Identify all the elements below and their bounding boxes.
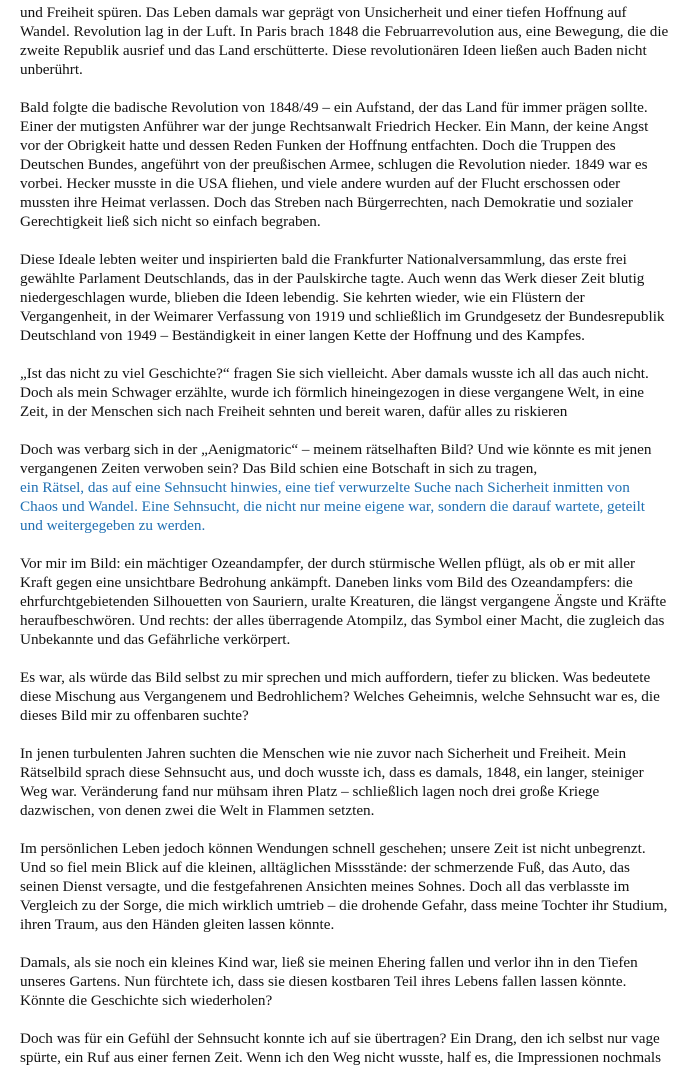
- paragraph-6: Vor mir im Bild: ein mächtiger Ozeandampfer, der durch stürmische Wellen pflügt, als ob er mit aller Kraft gegen eine unsichtbare Bedrohung ankämpft. Daneben links vom Bild des Ozeandampfers: die ehrfurchtgebietenden Silhouetten von Sauriern, uralte Kreaturen, die längst vergangene Ängste und Kräfte heraufbeschwören. Und rechts: der alles überragende Atompilz, das Symbol einer Macht, die zugleich das Unbekannte und das Gefährliche verkörpert.: [20, 555, 667, 648]
- paragraph-8: In jenen turbulenten Jahren suchten die Menschen wie nie zuvor nach Sicherheit und Freiheit. Mein Rätselbild sprach diese Sehnsucht aus, und doch wusste ich, dass es damals, 1848, ein langer, steiniger Weg war. Veränderung fand nur mühsam ihren Platz – schließlich lagen noch drei große Kriege dazwischen, von denen zwei die Welt in Flammen setzten.: [20, 745, 644, 819]
- highlighted-passage: ein Rätsel, das auf eine Sehnsucht hinwies, eine tief verwurzelte Suche nach Sicherheit inmitten von Chaos und Wandel. Eine Sehnsucht, die nicht nur meine eigene war, sondern die darauf wartete, geteilt und weitergegeben zu werden.: [20, 479, 646, 534]
- paragraph-4: „Ist das nicht zu viel Geschichte?“ fragen Sie sich vielleicht. Aber damals wusste ich all das auch nicht. Doch als mein Schwager erzählte, wurde ich förmlich hineingezogen in diese vergangene Welt, in eine Zeit, in der Menschen sich nach Freiheit sehnten und bereit waren, dafür alles zu riskieren: [20, 365, 649, 420]
- paragraph-5-text: Doch was verbarg sich in der „Aenigmatoric“ – meinem rätselhaften Bild? Und wie könnte es mit jenen vergangenen Zeiten verwoben sein? Das Bild schien eine Botschaft in sich zu tragen,: [20, 441, 652, 477]
- paragraph-10: Damals, als sie noch ein kleines Kind war, ließ sie meinen Ehering fallen und verlor ihn in den Tiefen unseres Gartens. Nun fürchtete ich, dass sie diesen kostbaren Teil ihres Lebens fallen lassen könnte. Könnte die Geschichte sich wiederholen?: [20, 954, 638, 1009]
- paragraph-7: Es war, als würde das Bild selbst zu mir sprechen und mich auffordern, tiefer zu blicken. Was bedeutete diese Mischung aus Vergangenem und Bedrohlichem? Welches Geheimnis, welche Sehnsucht war es, die dieses Bild mir zu offenbaren suchte?: [20, 669, 660, 724]
- paragraph-2: Bald folgte die badische Revolution von 1848/49 – ein Aufstand, der das Land für immer prägen sollte. Einer der mutigsten Anführer war der junge Rechtsanwalt Friedrich Hecker. Ein Mann, der keine Angst vor der Obrigkeit hatte und dessen Reden Funken der Hoffnung entfachten. Doch die Truppen des Deutschen Bundes, angeführt von der preußischen Armee, schlugen die Revolution nieder. 1849 war es vorbei. Hecker musste in die USA fliehen, und viele andere wurden auf der Flucht erschossen oder mussten ihre Heimat verlassen. Doch das Streben nach Bürgerrechten, nach Demokratie und sozialer Gerechtigkeit ließ sich nicht so einfach begraben.: [20, 99, 649, 230]
- paragraph-5: [20, 440, 669, 535]
- paragraph-11: Doch was für ein Gefühl der Sehnsucht konnte ich auf sie übertragen? Ein Drang, den ich selbst nur vage spürte, ein Ruf aus einer fernen Zeit. Wenn ich den Weg nicht wusste, half es, die Impressionen nochmals: [20, 1030, 662, 1066]
- paragraph-3: Diese Ideale lebten weiter und inspirierten bald die Frankfurter Nationalversammlung, das erste frei gewählte Parlament Deutschlands, das in der Paulskirche tagte. Auch wenn das Werk dieser Zeit blutig niedergeschlagen wurde, blieben die Ideen lebendig. Sie kehrten wieder, wie ein Flüstern der Vergangenheit, in der Weimarer Verfassung von 1919 und schließlich im Grundgesetz der Bundesrepublik Deutschland von 1949 – Beständigkeit in einer langen Kette der Hoffnung und des Kampfes.: [20, 251, 665, 344]
- paragraph-1: und Freiheit spüren. Das Leben damals war geprägt von Unsicherheit und einer tiefen Hoffnung auf Wandel. Revolution lag in der Luft. In Paris brach 1848 die Februarrevolution aus, eine Bewegung, die die zweite Republik ausrief und das Land erschütterte. Diese revolutionären Ideen ließen auch Baden nicht unberührt.: [20, 4, 669, 78]
- paragraph-9: Im persönlichen Leben jedoch können Wendungen schnell geschehen; unsere Zeit ist nicht unbegrenzt. Und so fiel mein Blick auf die kleinen, alltäglichen Missstände: der schmerzende Fuß, das Auto, das seinen Dienst versagte, und die festgefahrenen Ansichten meines Sohnes. Doch all das verblasste im Vergleich zu der Sorge, die mich wirklich umtrieb – die drohende Gefahr, dass meine Tochter ihr Studium, ihren Traum, aus den Händen gleiten lassen könnte.: [20, 840, 668, 933]
